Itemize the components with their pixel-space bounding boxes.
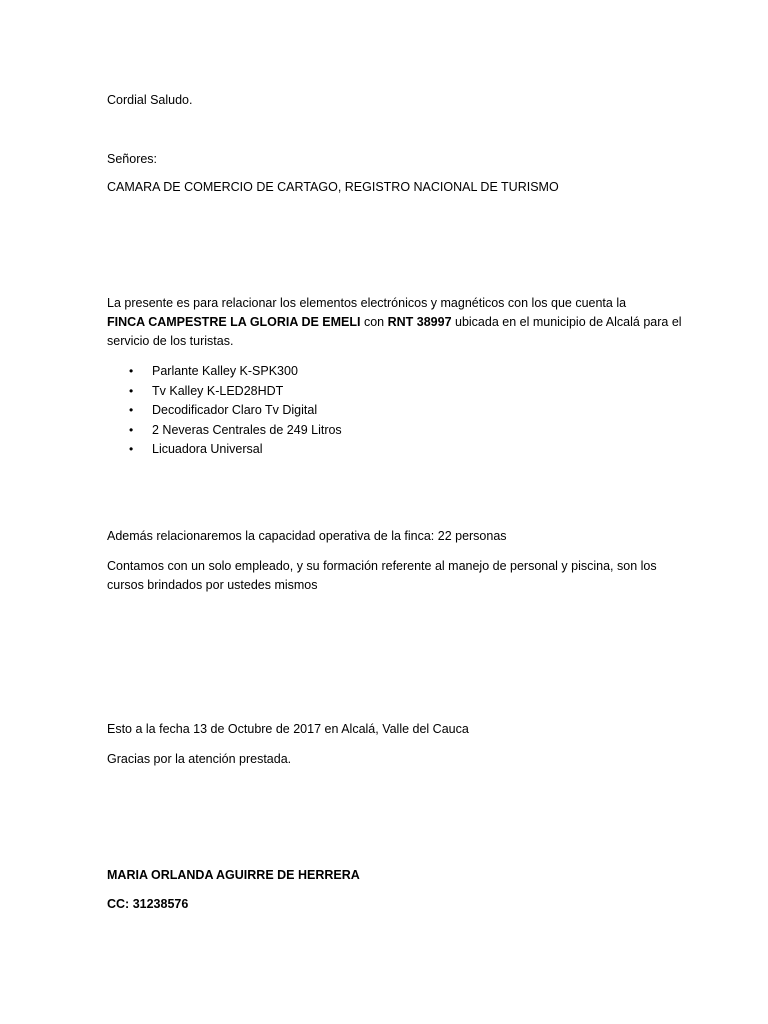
intro-line-3: servicio de los turistas. xyxy=(107,334,234,348)
signatory-id: CC: 31238576 xyxy=(107,897,189,911)
intro-line-2-rest: ubicada en el municipio de Alcalá para el xyxy=(451,315,682,329)
bullet-icon: • xyxy=(129,422,134,437)
staff-paragraph xyxy=(107,557,667,595)
greeting: Cordial Saludo. xyxy=(107,93,193,107)
finca-name: FINCA CAMPESTRE LA GLORIA DE EMELI xyxy=(107,315,361,329)
list-item xyxy=(107,382,342,402)
list-item-label: Tv Kalley K-LED28HDT xyxy=(152,383,284,398)
list-item-label: 2 Neveras Centrales de 249 Litros xyxy=(152,422,342,437)
rnt-number: RNT 38997 xyxy=(387,315,452,329)
intro-paragraph xyxy=(107,294,682,351)
signatory-name: MARIA ORLANDA AGUIRRE DE HERRERA xyxy=(107,868,360,882)
list-item-label: Parlante Kalley K-SPK300 xyxy=(152,364,298,378)
salutation: Señores: xyxy=(107,152,158,166)
bullet-icon: • xyxy=(129,403,134,417)
date-line: Esto a la fecha 13 de Octubre de 2017 en Alcalá, Valle del Cauca xyxy=(107,722,469,736)
capacity-statement: Además relacionaremos la capacidad operativa de la finca: 22 personas xyxy=(107,529,507,543)
list-item xyxy=(107,362,342,382)
list-item xyxy=(107,401,342,421)
bullet-icon: • xyxy=(129,383,134,398)
staff-line-1: Contamos con un solo empleado, y su formación referente al manejo de personal y piscina, son los xyxy=(107,559,657,573)
intro-connector: con xyxy=(360,315,388,329)
list-item-label: Decodificador Claro Tv Digital xyxy=(152,403,318,417)
intro-line-1: La presente es para relacionar los elementos electrónicos y magnéticos con los que cuenta la xyxy=(107,296,627,310)
intro-line-2 xyxy=(107,313,682,332)
bullet-icon: • xyxy=(129,442,134,456)
bullet-icon: • xyxy=(129,364,134,378)
thanks-line: Gracias por la atención prestada. xyxy=(107,752,292,766)
staff-line-2: cursos brindados por ustedes mismos xyxy=(107,578,318,592)
recipient: CAMARA DE COMERCIO DE CARTAGO, REGISTRO NACIONAL DE TURISMO xyxy=(107,180,559,194)
list-item-label: Licuadora Universal xyxy=(152,442,263,456)
list-item xyxy=(107,440,342,460)
list-item xyxy=(107,421,342,441)
equipment-list xyxy=(107,362,342,460)
